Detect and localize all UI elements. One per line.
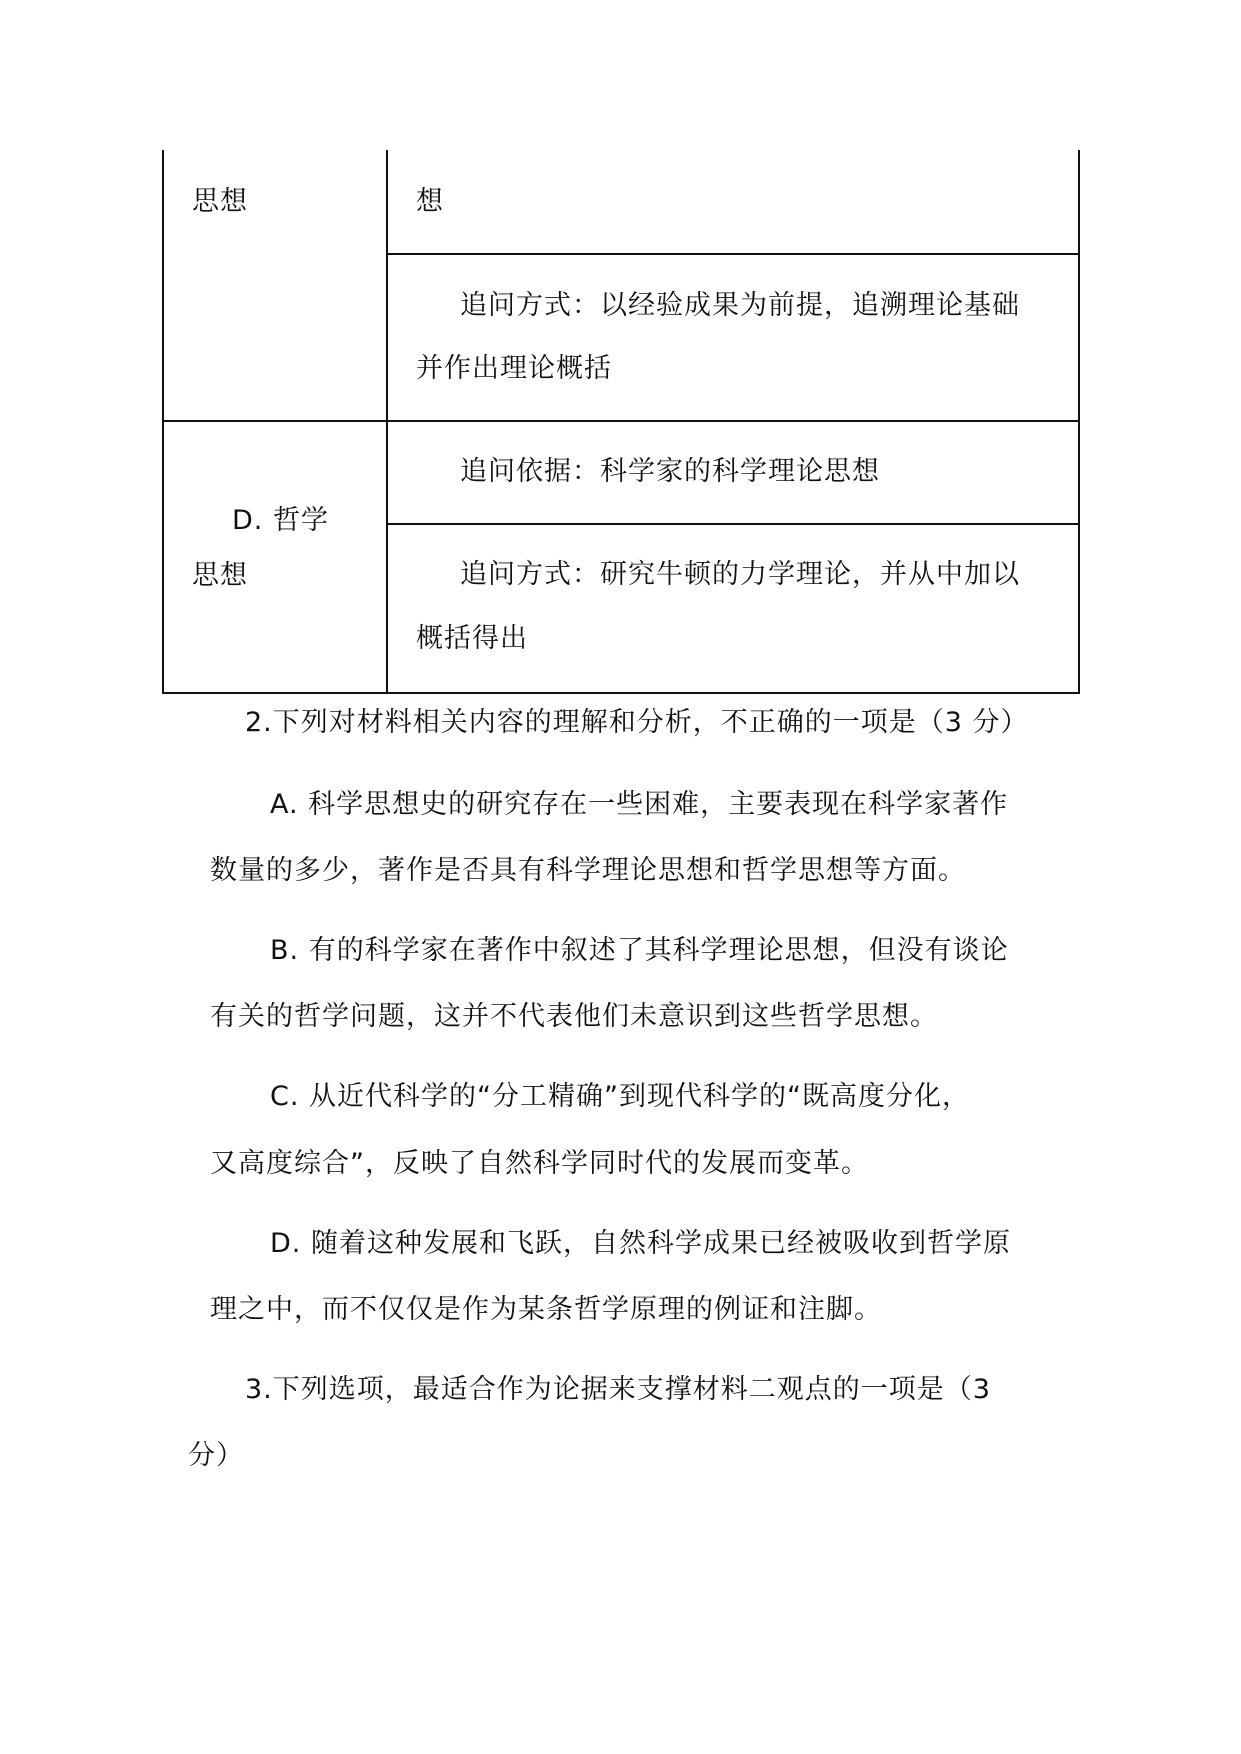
row-d-method-text: 概括得出 [416, 623, 528, 654]
question-3-stem: 3.下列选项，最适合作为论据来支撑材料二观点的一项是（3 [245, 1374, 991, 1405]
row-c-method-text: 追问方式：以经验成果为前提，追溯理论基础 [460, 290, 1020, 321]
table-row-divider [164, 420, 1078, 422]
options-table [162, 150, 1080, 694]
table-row-divider [388, 523, 1078, 525]
row-c-method-text: 并作出理论概括 [416, 353, 612, 384]
row-d-basis-text: 追问依据：科学家的科学理论思想 [460, 456, 880, 487]
row-c-basis-text: 想 [416, 186, 444, 217]
row-d-method-text: 追问方式：研究牛顿的力学理论，并从中加以 [460, 559, 1020, 590]
question-2-stem: 2.下列对材料相关内容的理解和分析，不正确的一项是（3 分） [245, 707, 1029, 738]
table-row-divider [388, 253, 1078, 255]
question-2-option-b: B. 有的科学家在著作中叙述了其科学理论思想，但没有谈论 [270, 935, 1009, 966]
row-d-option-label: 思想 [192, 560, 248, 591]
question-2-option-c: 又高度综合”，反映了自然科学同时代的发展而变革。 [210, 1148, 869, 1179]
question-3-stem: 分） [188, 1440, 244, 1471]
question-2-option-b: 有关的哲学问题，这并不代表他们未意识到这些哲学思想。 [210, 1001, 938, 1032]
question-2-option-c: C. 从近代科学的“分工精确”到现代科学的“既高度分化， [270, 1081, 970, 1112]
row-c-option-label: 思想 [192, 186, 248, 217]
question-2-option-a: A. 科学思想史的研究存在一些困难，主要表现在科学家著作 [270, 789, 1009, 820]
question-2-option-d: 理之中，而不仅仅是作为某条哲学原理的例证和注脚。 [210, 1294, 882, 1325]
question-2-option-a: 数量的多少，著作是否具有科学理论思想和哲学思想等方面。 [210, 855, 966, 886]
row-d-option-label: D. 哲学 [232, 505, 329, 536]
question-2-option-d: D. 随着这种发展和飞跃，自然科学成果已经被吸收到哲学原 [270, 1228, 1011, 1259]
